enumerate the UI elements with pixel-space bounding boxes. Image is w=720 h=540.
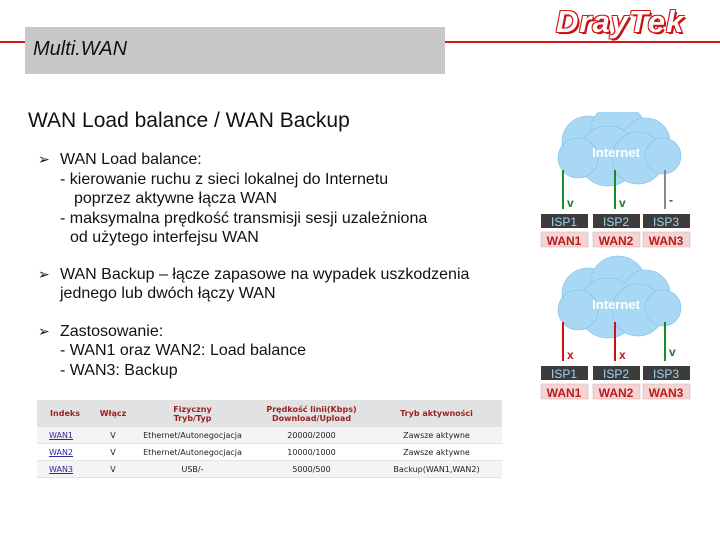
mode-cell: Zawsze aktywne: [371, 427, 502, 444]
bullet-line: - maksymalna prędkość transmisji sesji uzależniona: [60, 209, 428, 227]
bullet-line: - WAN1 oraz WAN2: Load balance: [60, 342, 307, 359]
table-row: [37, 444, 502, 461]
enable-cell: V: [93, 461, 133, 478]
section-subtitle: WAN Load balance / WAN Backup: [28, 109, 350, 132]
bullet-line: WAN Backup – łącze zapasowe na wypadek uszkodzenia: [60, 265, 470, 283]
isp-label: ISP2: [602, 367, 630, 381]
wan-label: WAN3: [648, 234, 684, 248]
bullet-line: WAN Load balance:: [60, 151, 202, 168]
bullet-usage: [38, 322, 538, 381]
arrow-bullet-icon: ➢: [38, 151, 50, 167]
col-speed: Prędkość linii(Kbps) Download/Upload: [252, 400, 371, 427]
wan-link[interactable]: WAN3: [37, 461, 93, 478]
isp-label: ISP1: [550, 215, 578, 229]
physical-cell: USB/-: [133, 461, 252, 478]
page-title: Multi.WAN: [33, 38, 128, 60]
draytek-logo: DrayTek: [556, 4, 685, 39]
enable-cell: V: [93, 427, 133, 444]
physical-cell: Ethernet/Autonegocjacja: [133, 444, 252, 461]
isp-label: ISP3: [652, 215, 680, 229]
speed-cell: 10000/1000: [252, 444, 371, 461]
bullet-line: od użytego interfejsu WAN: [70, 229, 259, 246]
wan-label: WAN2: [598, 234, 634, 248]
mode-cell: Zawsze aktywne: [371, 444, 502, 461]
speed-cell: 20000/2000: [252, 427, 371, 444]
wan-topology-diagrams: [538, 112, 708, 512]
bullet-line: - kierowanie ruchu z sieci lokalnej do Internetu: [60, 170, 389, 188]
col-physical: Fizyczny Tryb/Typ: [133, 400, 252, 427]
link-status-mark: -: [669, 193, 673, 207]
link-status-mark: v: [669, 345, 676, 359]
col-index: Indeks: [37, 400, 93, 427]
table-header-row: [37, 400, 502, 427]
table-row: [37, 461, 502, 478]
link-status-mark: v: [567, 196, 574, 210]
bullet-line: Zastosowanie:: [60, 322, 164, 340]
bullet-line: poprzez aktywne łącza WAN: [74, 190, 278, 207]
mode-cell: Backup(WAN1,WAN2): [371, 461, 502, 478]
wan-label: WAN1: [546, 386, 582, 400]
wan-link[interactable]: WAN2: [37, 444, 93, 461]
speed-cell: 5000/500: [252, 461, 371, 478]
enable-cell: V: [93, 444, 133, 461]
isp-label: ISP2: [602, 215, 630, 229]
title-banner: [25, 27, 445, 74]
arrow-bullet-icon: ➢: [38, 322, 50, 339]
bullet-line: - WAN3: Backup: [60, 361, 178, 379]
physical-cell: Ethernet/Autonegocjacja: [133, 427, 252, 444]
isp-label: ISP1: [550, 367, 578, 381]
bullet-backup: [38, 265, 538, 304]
arrow-bullet-icon: ➢: [38, 265, 50, 282]
cloud-label: Internet: [592, 145, 640, 160]
col-enable: Włącz: [93, 400, 133, 427]
bullet-line: jednego lub dwóch łączy WAN: [60, 285, 276, 302]
table-row: [37, 427, 502, 444]
link-status-mark: x: [619, 348, 626, 362]
wan-link[interactable]: WAN1: [37, 427, 93, 444]
wan-label: WAN3: [648, 386, 684, 400]
bullet-load-balance: [38, 150, 538, 248]
wan-label: WAN1: [546, 234, 582, 248]
bullet-list: [38, 150, 538, 380]
isp-label: ISP3: [652, 367, 680, 381]
link-status-mark: v: [619, 196, 626, 210]
col-active-mode: Tryb aktywności: [371, 400, 502, 427]
wan-config-table: [37, 400, 502, 478]
cloud-label: Internet: [592, 297, 640, 312]
wan-label: WAN2: [598, 386, 634, 400]
link-status-mark: x: [567, 348, 574, 362]
